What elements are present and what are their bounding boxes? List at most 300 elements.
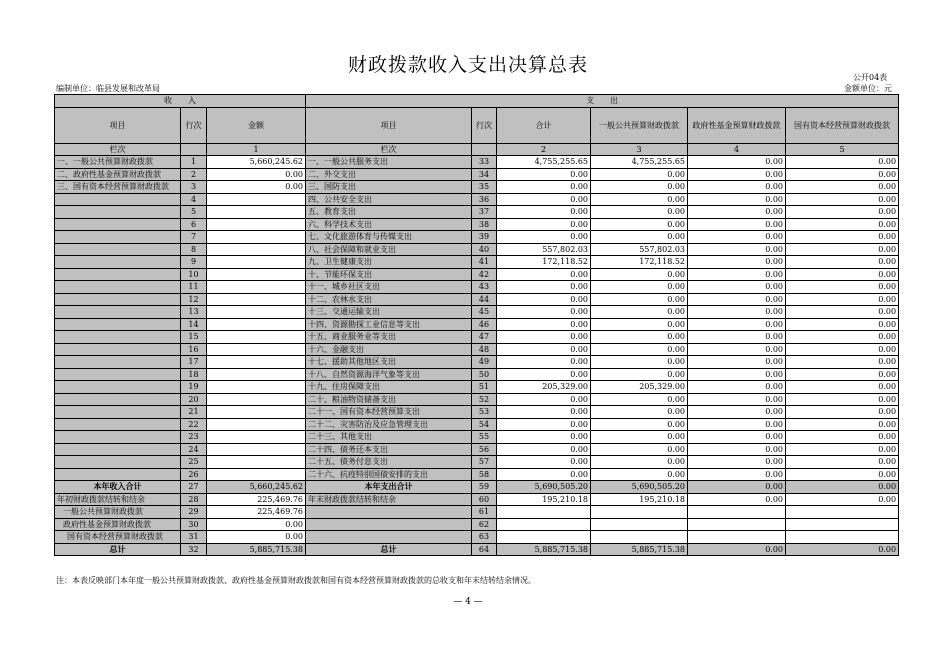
table-row: [55, 356, 899, 369]
expense-item: 二十四、债务还本支出: [306, 443, 472, 456]
income-amount: [207, 343, 306, 356]
cell-total: 0.00: [497, 356, 591, 369]
cell-fund: 0.00: [688, 543, 786, 556]
cell-general: 0.00: [591, 168, 688, 181]
expense-item: 十七、援助其他地区支出: [306, 356, 472, 369]
income-amount: [207, 256, 306, 269]
cell-state: 0.00: [786, 456, 899, 469]
expense-item: 二、外交支出: [306, 168, 472, 181]
cell-state: 0.00: [786, 218, 899, 231]
cell-total: 0.00: [497, 418, 591, 431]
row-no: 24: [181, 443, 207, 456]
cell-total: 0.00: [497, 193, 591, 206]
cell-total: 0.00: [497, 306, 591, 319]
expense-item: 十五、商业服务业等支出: [306, 331, 472, 344]
income-total-label: 本年收入合计: [55, 481, 181, 494]
expense-item: 二十、粮油物资储备支出: [306, 393, 472, 406]
sub2-amount: 0.00: [207, 518, 306, 531]
row-no: 21: [181, 406, 207, 419]
col-num-4: 4: [688, 143, 786, 156]
row-no: 23: [181, 431, 207, 444]
income-amount: [207, 268, 306, 281]
row-no: 44: [472, 293, 497, 306]
row-no: 51: [472, 381, 497, 394]
cell-total: 172,118.52: [497, 256, 591, 269]
cell-total: 0.00: [497, 456, 591, 469]
income-item: [55, 193, 181, 206]
cell-state: 0.00: [786, 318, 899, 331]
row-no: 13: [181, 306, 207, 319]
row-no: 32: [181, 543, 207, 556]
row-no: 47: [472, 331, 497, 344]
cell-state: 0.00: [786, 281, 899, 294]
col-rowno-expense: 行次: [472, 107, 497, 143]
cell-total: 0.00: [497, 393, 591, 406]
cell-state: 0.00: [786, 181, 899, 194]
income-amount: [207, 356, 306, 369]
row-no: 3: [181, 181, 207, 194]
income-amount: [207, 231, 306, 244]
cell-total: 0.00: [497, 218, 591, 231]
income-item: [55, 331, 181, 344]
income-amount: [207, 243, 306, 256]
col-num-1: 1: [207, 143, 306, 156]
income-amount: 5,660,245.62: [207, 156, 306, 169]
cell-total: 0.00: [497, 206, 591, 219]
sub1-label: 一般公共预算财政拨款: [55, 506, 181, 519]
page-number: — 4 —: [453, 597, 483, 607]
row-no: 10: [181, 268, 207, 281]
footnote: 注：本表反映部门本年度一般公共预算财政拨款、政府性基金预算财政拨款和国有资本经营预算财政拨款的总收支和年末结转结余情况。: [56, 576, 536, 585]
cell-state: 0.00: [786, 406, 899, 419]
row-no: 41: [472, 256, 497, 269]
cell-state: 0.00: [786, 306, 899, 319]
row-no: 9: [181, 256, 207, 269]
row-no: 58: [472, 468, 497, 481]
table-row: [55, 393, 899, 406]
expense-item: 八、社会保障和就业支出: [306, 243, 472, 256]
cell-total: 0.00: [497, 168, 591, 181]
cell-general: 0.00: [591, 193, 688, 206]
cell-state: 0.00: [786, 256, 899, 269]
cell-general: 0.00: [591, 456, 688, 469]
table-row: [55, 418, 899, 431]
expense-item: 二十一、国有资本经营预算支出: [306, 406, 472, 419]
row-no: 49: [472, 356, 497, 369]
table-row: [55, 331, 899, 344]
cell-general: 0.00: [591, 431, 688, 444]
table-row: [55, 256, 899, 269]
cell-state: 0.00: [786, 168, 899, 181]
income-amount: [207, 406, 306, 419]
cell-state: 0.00: [786, 431, 899, 444]
cell-total: 0.00: [497, 443, 591, 456]
income-item: [55, 393, 181, 406]
income-item: 三、国有资本经营预算财政拨款: [55, 181, 181, 194]
row-no: 18: [181, 368, 207, 381]
cell-total: 195,210.18: [497, 493, 591, 506]
cell-general: 0.00: [591, 418, 688, 431]
row-no: 54: [472, 418, 497, 431]
cell-general: 5,885,715.38: [591, 543, 688, 556]
col-amount: 金额: [207, 107, 306, 143]
row-no: 36: [472, 193, 497, 206]
row-no: 25: [181, 456, 207, 469]
table-row: [55, 456, 899, 469]
cell-fund: 0.00: [688, 243, 786, 256]
table-row: [55, 318, 899, 331]
col-item-income: 项目: [55, 107, 181, 143]
expense-item: 十六、金融支出: [306, 343, 472, 356]
cell-state: 0.00: [786, 368, 899, 381]
income-item: [55, 243, 181, 256]
income-amount: [207, 456, 306, 469]
cell-fund: 0.00: [688, 268, 786, 281]
cell-fund: 0.00: [688, 481, 786, 494]
cell-general: 195,210.18: [591, 493, 688, 506]
table-row: [55, 343, 899, 356]
cell-state: 0.00: [786, 231, 899, 244]
income-item: [55, 206, 181, 219]
row-no: 14: [181, 318, 207, 331]
table-row: [55, 206, 899, 219]
cell-general: 0.00: [591, 331, 688, 344]
row-no: 52: [472, 393, 497, 406]
income-amount: 0.00: [207, 168, 306, 181]
income-item: [55, 418, 181, 431]
table-row: [55, 381, 899, 394]
cell-fund: 0.00: [688, 206, 786, 219]
cell-fund: 0.00: [688, 293, 786, 306]
expense-total-label: 本年支出合计: [306, 481, 472, 494]
expense-item: 七、文化旅游体育与传媒支出: [306, 231, 472, 244]
income-item: [55, 443, 181, 456]
table-row: [55, 231, 899, 244]
table-row: [55, 431, 899, 444]
row-no: 55: [472, 431, 497, 444]
cell-state: 0.00: [786, 331, 899, 344]
table-row: [55, 468, 899, 481]
cell-general: 0.00: [591, 406, 688, 419]
table-row-income-total: [55, 481, 899, 494]
cell-state: 0.00: [786, 481, 899, 494]
income-amount: [207, 218, 306, 231]
expense-item: 五、教育支出: [306, 206, 472, 219]
income-item: [55, 231, 181, 244]
row-no: 7: [181, 231, 207, 244]
cell-state: 0.00: [786, 381, 899, 394]
table-row-sub3: [55, 531, 899, 544]
income-item: 二、政府性基金预算财政拨款: [55, 168, 181, 181]
lanci-label-expense: 栏次: [306, 143, 472, 156]
cell-fund: 0.00: [688, 406, 786, 419]
cell-state: 0.00: [786, 493, 899, 506]
table-row: [55, 268, 899, 281]
expense-item: 十九、住房保障支出: [306, 381, 472, 394]
row-no: 29: [181, 506, 207, 519]
cell-total: 0.00: [497, 318, 591, 331]
income-item: [55, 406, 181, 419]
row-no: 22: [181, 418, 207, 431]
income-header: 收 入: [55, 95, 306, 108]
row-no: 27: [181, 481, 207, 494]
cell-general: 0.00: [591, 231, 688, 244]
row-no: 50: [472, 368, 497, 381]
begin-balance-amount: 225,469.76: [207, 493, 306, 506]
row-no: 40: [472, 243, 497, 256]
cell-general: 0.00: [591, 218, 688, 231]
cell-state: 0.00: [786, 393, 899, 406]
cell-general: 0.00: [591, 318, 688, 331]
begin-balance-label: 年初财政拨款结转和结余: [55, 493, 181, 506]
row-no: 60: [472, 493, 497, 506]
cell-fund: 0.00: [688, 443, 786, 456]
income-amount: [207, 418, 306, 431]
cell-general: 0.00: [591, 181, 688, 194]
income-item: [55, 218, 181, 231]
expense-item: 十、节能环保支出: [306, 268, 472, 281]
row-no: 20: [181, 393, 207, 406]
report-title: 财政拨款收入支出决算总表: [347, 54, 588, 76]
row-no: 45: [472, 306, 497, 319]
grand-total-amount: 5,885,715.38: [207, 543, 306, 556]
row-no: 6: [181, 218, 207, 231]
cell-fund: 0.00: [688, 306, 786, 319]
row-no: 15: [181, 331, 207, 344]
income-amount: 0.00: [207, 181, 306, 194]
income-amount: [207, 368, 306, 381]
cell-general: 0.00: [591, 343, 688, 356]
cell-general: 0.00: [591, 443, 688, 456]
cell-fund: 0.00: [688, 356, 786, 369]
table-row: [55, 281, 899, 294]
grand-total-label-expense: 总计: [306, 543, 472, 556]
income-amount: [207, 306, 306, 319]
cell-state: 0.00: [786, 156, 899, 169]
table-row: [55, 306, 899, 319]
cell-fund: 0.00: [688, 468, 786, 481]
cell-state: 0.00: [786, 543, 899, 556]
income-item: [55, 468, 181, 481]
row-no: 63: [472, 531, 497, 544]
income-item: [55, 356, 181, 369]
row-no: 35: [472, 181, 497, 194]
income-amount: [207, 443, 306, 456]
table-row: [55, 156, 899, 169]
cell-fund: 0.00: [688, 218, 786, 231]
row-no: 2: [181, 168, 207, 181]
amount-unit: 金额单位：元: [844, 84, 892, 93]
row-no: 16: [181, 343, 207, 356]
income-item: 一、一般公共预算财政拨款: [55, 156, 181, 169]
cell-fund: 0.00: [688, 231, 786, 244]
row-no: 57: [472, 456, 497, 469]
row-no: 11: [181, 281, 207, 294]
expense-item: 三、国防支出: [306, 181, 472, 194]
cell-fund: 0.00: [688, 418, 786, 431]
cell-total: 205,329.00: [497, 381, 591, 394]
income-item: [55, 456, 181, 469]
table-row: [55, 193, 899, 206]
grand-total-label: 总计: [55, 543, 181, 556]
sub3-amount: 0.00: [207, 531, 306, 544]
income-total-amount: 5,660,245.62: [207, 481, 306, 494]
row-no: 30: [181, 518, 207, 531]
cell-total: 0.00: [497, 293, 591, 306]
table-row: [55, 368, 899, 381]
row-no: 62: [472, 518, 497, 531]
cell-general: 0.00: [591, 306, 688, 319]
table-row-grand-total: [55, 543, 899, 556]
cell-general: 0.00: [591, 356, 688, 369]
income-item: [55, 281, 181, 294]
table-row-sub1: [55, 506, 899, 519]
table-row-sub2: [55, 518, 899, 531]
expense-item: 二十六、抗疫特别国债安排的支出: [306, 468, 472, 481]
fiscal-summary-table: [54, 94, 899, 556]
income-amount: [207, 206, 306, 219]
expense-item: 四、公共安全支出: [306, 193, 472, 206]
cell-general: 5,690,505.20: [591, 481, 688, 494]
row-no: 39: [472, 231, 497, 244]
row-no: 17: [181, 356, 207, 369]
col-gov-fund: 政府性基金预算财政拨款: [688, 107, 786, 143]
row-no: 48: [472, 343, 497, 356]
form-code: 公开04表: [853, 73, 888, 82]
income-item: [55, 381, 181, 394]
income-amount: [207, 318, 306, 331]
income-item: [55, 306, 181, 319]
cell-fund: 0.00: [688, 331, 786, 344]
cell-total: 4,755,255.65: [497, 156, 591, 169]
expense-item: 十一、城乡社区支出: [306, 281, 472, 294]
cell-fund: 0.00: [688, 281, 786, 294]
expense-item: 一、一般公共服务支出: [306, 156, 472, 169]
cell-total: 0.00: [497, 268, 591, 281]
col-num-2: 2: [497, 143, 591, 156]
row-no: 43: [472, 281, 497, 294]
row-no: 1: [181, 156, 207, 169]
cell-state: 0.00: [786, 193, 899, 206]
cell-fund: 0.00: [688, 393, 786, 406]
cell-state: 0.00: [786, 243, 899, 256]
cell-total: 0.00: [497, 181, 591, 194]
row-no: 8: [181, 243, 207, 256]
row-no: 26: [181, 468, 207, 481]
income-amount: [207, 331, 306, 344]
row-no: 38: [472, 218, 497, 231]
cell-general: 557,802.03: [591, 243, 688, 256]
row-no: 31: [181, 531, 207, 544]
cell-fund: 0.00: [688, 343, 786, 356]
cell-state: 0.00: [786, 293, 899, 306]
col-total: 合计: [497, 107, 591, 143]
cell-fund: 0.00: [688, 193, 786, 206]
col-rowno-income: 行次: [181, 107, 207, 143]
cell-state: 0.00: [786, 343, 899, 356]
cell-total: 0.00: [497, 343, 591, 356]
end-balance-label: 年末财政拨款结转和结余: [306, 493, 472, 506]
cell-general: 4,755,255.65: [591, 156, 688, 169]
cell-fund: 0.00: [688, 181, 786, 194]
table-row: [55, 181, 899, 194]
table-row: [55, 443, 899, 456]
cell-fund: 0.00: [688, 168, 786, 181]
table-row: [55, 168, 899, 181]
income-item: [55, 268, 181, 281]
row-no: 53: [472, 406, 497, 419]
income-item: [55, 431, 181, 444]
row-no: 4: [181, 193, 207, 206]
income-item: [55, 318, 181, 331]
row-no: 5: [181, 206, 207, 219]
income-item: [55, 256, 181, 269]
expense-item: 十四、资源勘探工业信息等支出: [306, 318, 472, 331]
cell-total: 0.00: [497, 331, 591, 344]
cell-state: 0.00: [786, 206, 899, 219]
cell-state: 0.00: [786, 268, 899, 281]
cell-fund: 0.00: [688, 318, 786, 331]
expense-item: 九、卫生健康支出: [306, 256, 472, 269]
cell-fund: 0.00: [688, 368, 786, 381]
table-row: [55, 218, 899, 231]
expense-item: 六、科学技术支出: [306, 218, 472, 231]
cell-general: 172,118.52: [591, 256, 688, 269]
cell-state: 0.00: [786, 356, 899, 369]
row-no: 28: [181, 493, 207, 506]
cell-total: 0.00: [497, 281, 591, 294]
row-no: 12: [181, 293, 207, 306]
cell-fund: 0.00: [688, 256, 786, 269]
row-no: 56: [472, 443, 497, 456]
cell-fund: 0.00: [688, 493, 786, 506]
sub1-amount: 225,469.76: [207, 506, 306, 519]
income-amount: [207, 468, 306, 481]
table-row: [55, 243, 899, 256]
row-no: 42: [472, 268, 497, 281]
expense-item: 二十五、债务付息支出: [306, 456, 472, 469]
cell-fund: 0.00: [688, 156, 786, 169]
row-no: 59: [472, 481, 497, 494]
cell-state: 0.00: [786, 443, 899, 456]
cell-total: 0.00: [497, 431, 591, 444]
cell-total: 557,802.03: [497, 243, 591, 256]
income-amount: [207, 431, 306, 444]
income-amount: [207, 381, 306, 394]
sub2-label: 政府性基金预算财政拨款: [55, 518, 181, 531]
expense-item: 十二、农林水支出: [306, 293, 472, 306]
row-no: 37: [472, 206, 497, 219]
cell-fund: 0.00: [688, 381, 786, 394]
cell-state: 0.00: [786, 468, 899, 481]
table-row-carryover: [55, 493, 899, 506]
row-no: 46: [472, 318, 497, 331]
cell-fund: 0.00: [688, 456, 786, 469]
col-state-capital: 国有资本经营预算财政拨款: [786, 107, 899, 143]
cell-total: 0.00: [497, 468, 591, 481]
table-row: [55, 293, 899, 306]
cell-total: 5,885,715.38: [497, 543, 591, 556]
col-num-3: 3: [591, 143, 688, 156]
expense-item: 十八、自然资源海洋气象等支出: [306, 368, 472, 381]
income-amount: [207, 193, 306, 206]
row-no: 34: [472, 168, 497, 181]
row-no: 33: [472, 156, 497, 169]
cell-total: 5,690,505.20: [497, 481, 591, 494]
unit-label: 编制单位：临县发展和改革局: [56, 84, 160, 93]
row-no: 61: [472, 506, 497, 519]
table-row: [55, 406, 899, 419]
